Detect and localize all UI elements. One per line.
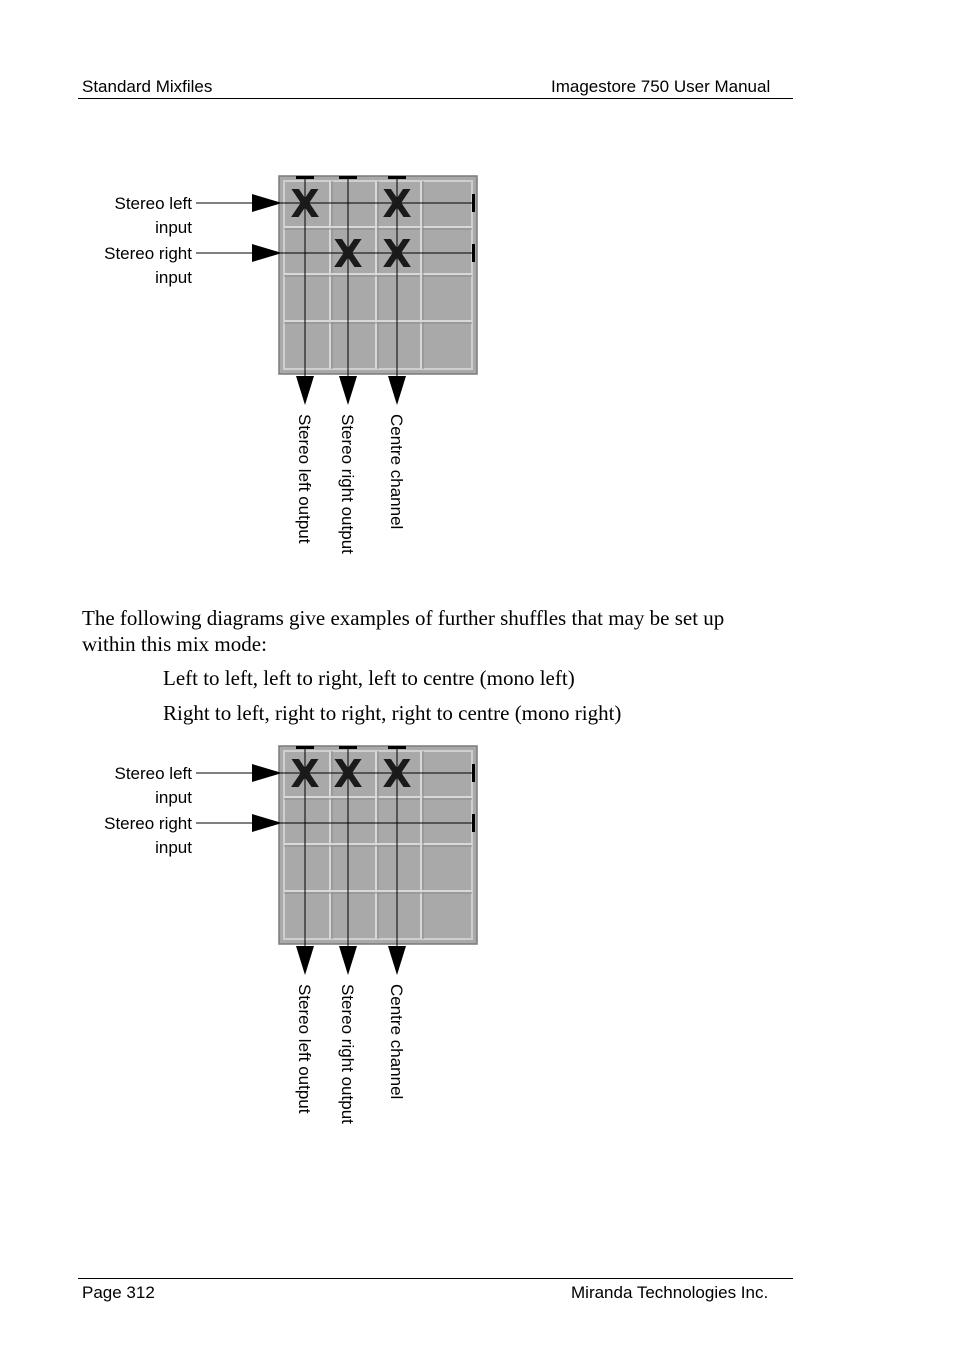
input-label-line2: input (155, 268, 192, 287)
routing-diagram-1-svg (0, 160, 954, 580)
routing-diagram-1 (0, 160, 954, 580)
output-top-tick (339, 746, 357, 749)
intro-line-1: The following diagrams give examples of further shuffles that may be set up (82, 606, 725, 630)
output-top-tick (296, 746, 314, 749)
input-label-line1: Stereo left (114, 764, 192, 783)
input-arrow (252, 814, 282, 832)
input-end-tick (472, 194, 475, 212)
input-label-line1: Stereo right (104, 814, 192, 833)
input-end-tick (472, 244, 475, 262)
output-label: Centre channel (387, 984, 406, 1100)
example-mono-right: Right to left, right to right, right to centre (mono right) (163, 701, 622, 725)
input-end-tick (472, 814, 475, 832)
input-label-line2: input (155, 218, 192, 237)
output-label: Centre channel (387, 414, 406, 530)
routing-diagram-2-svg (0, 730, 954, 1150)
header-rule (78, 98, 793, 99)
footer-page-number: Page 312 (82, 1283, 155, 1302)
crosspoint-mark: X (290, 182, 320, 226)
header-manual-title: Imagestore 750 User Manual (551, 77, 771, 96)
output-label: Stereo left output (295, 414, 314, 544)
input-arrow (252, 764, 282, 782)
footer-rule (78, 1278, 793, 1279)
output-top-tick (388, 176, 406, 179)
input-label-line1: Stereo left (114, 194, 192, 213)
output-label: Stereo right output (338, 984, 357, 1124)
input-label-line1: Stereo right (104, 244, 192, 263)
output-label: Stereo right output (338, 414, 357, 554)
header-section-title: Standard Mixfiles (82, 77, 213, 96)
crosspoint-mark: X (290, 752, 320, 796)
input-arrow (252, 194, 282, 212)
output-arrow (296, 946, 314, 975)
crosspoint-mark: X (382, 752, 412, 796)
crosspoint-mark: X (382, 182, 412, 226)
crosspoint-mark: X (382, 232, 412, 276)
output-top-tick (388, 746, 406, 749)
output-arrow (339, 946, 357, 975)
output-arrow (388, 376, 406, 405)
input-label-line2: input (155, 788, 192, 807)
output-arrow (388, 946, 406, 975)
output-top-tick (296, 176, 314, 179)
output-top-tick (339, 176, 357, 179)
footer-company: Miranda Technologies Inc. (571, 1283, 769, 1302)
output-arrow (339, 376, 357, 405)
input-end-tick (472, 764, 475, 782)
output-arrow (296, 376, 314, 405)
output-label: Stereo left output (295, 984, 314, 1114)
crosspoint-mark: X (333, 752, 363, 796)
example-mono-left: Left to left, left to right, left to centre (mono left) (163, 666, 575, 690)
intro-line-2: within this mix mode: (82, 632, 267, 656)
routing-diagram-2 (0, 730, 954, 1150)
input-arrow (252, 244, 282, 262)
crosspoint-mark: X (333, 232, 363, 276)
input-label-line2: input (155, 838, 192, 857)
